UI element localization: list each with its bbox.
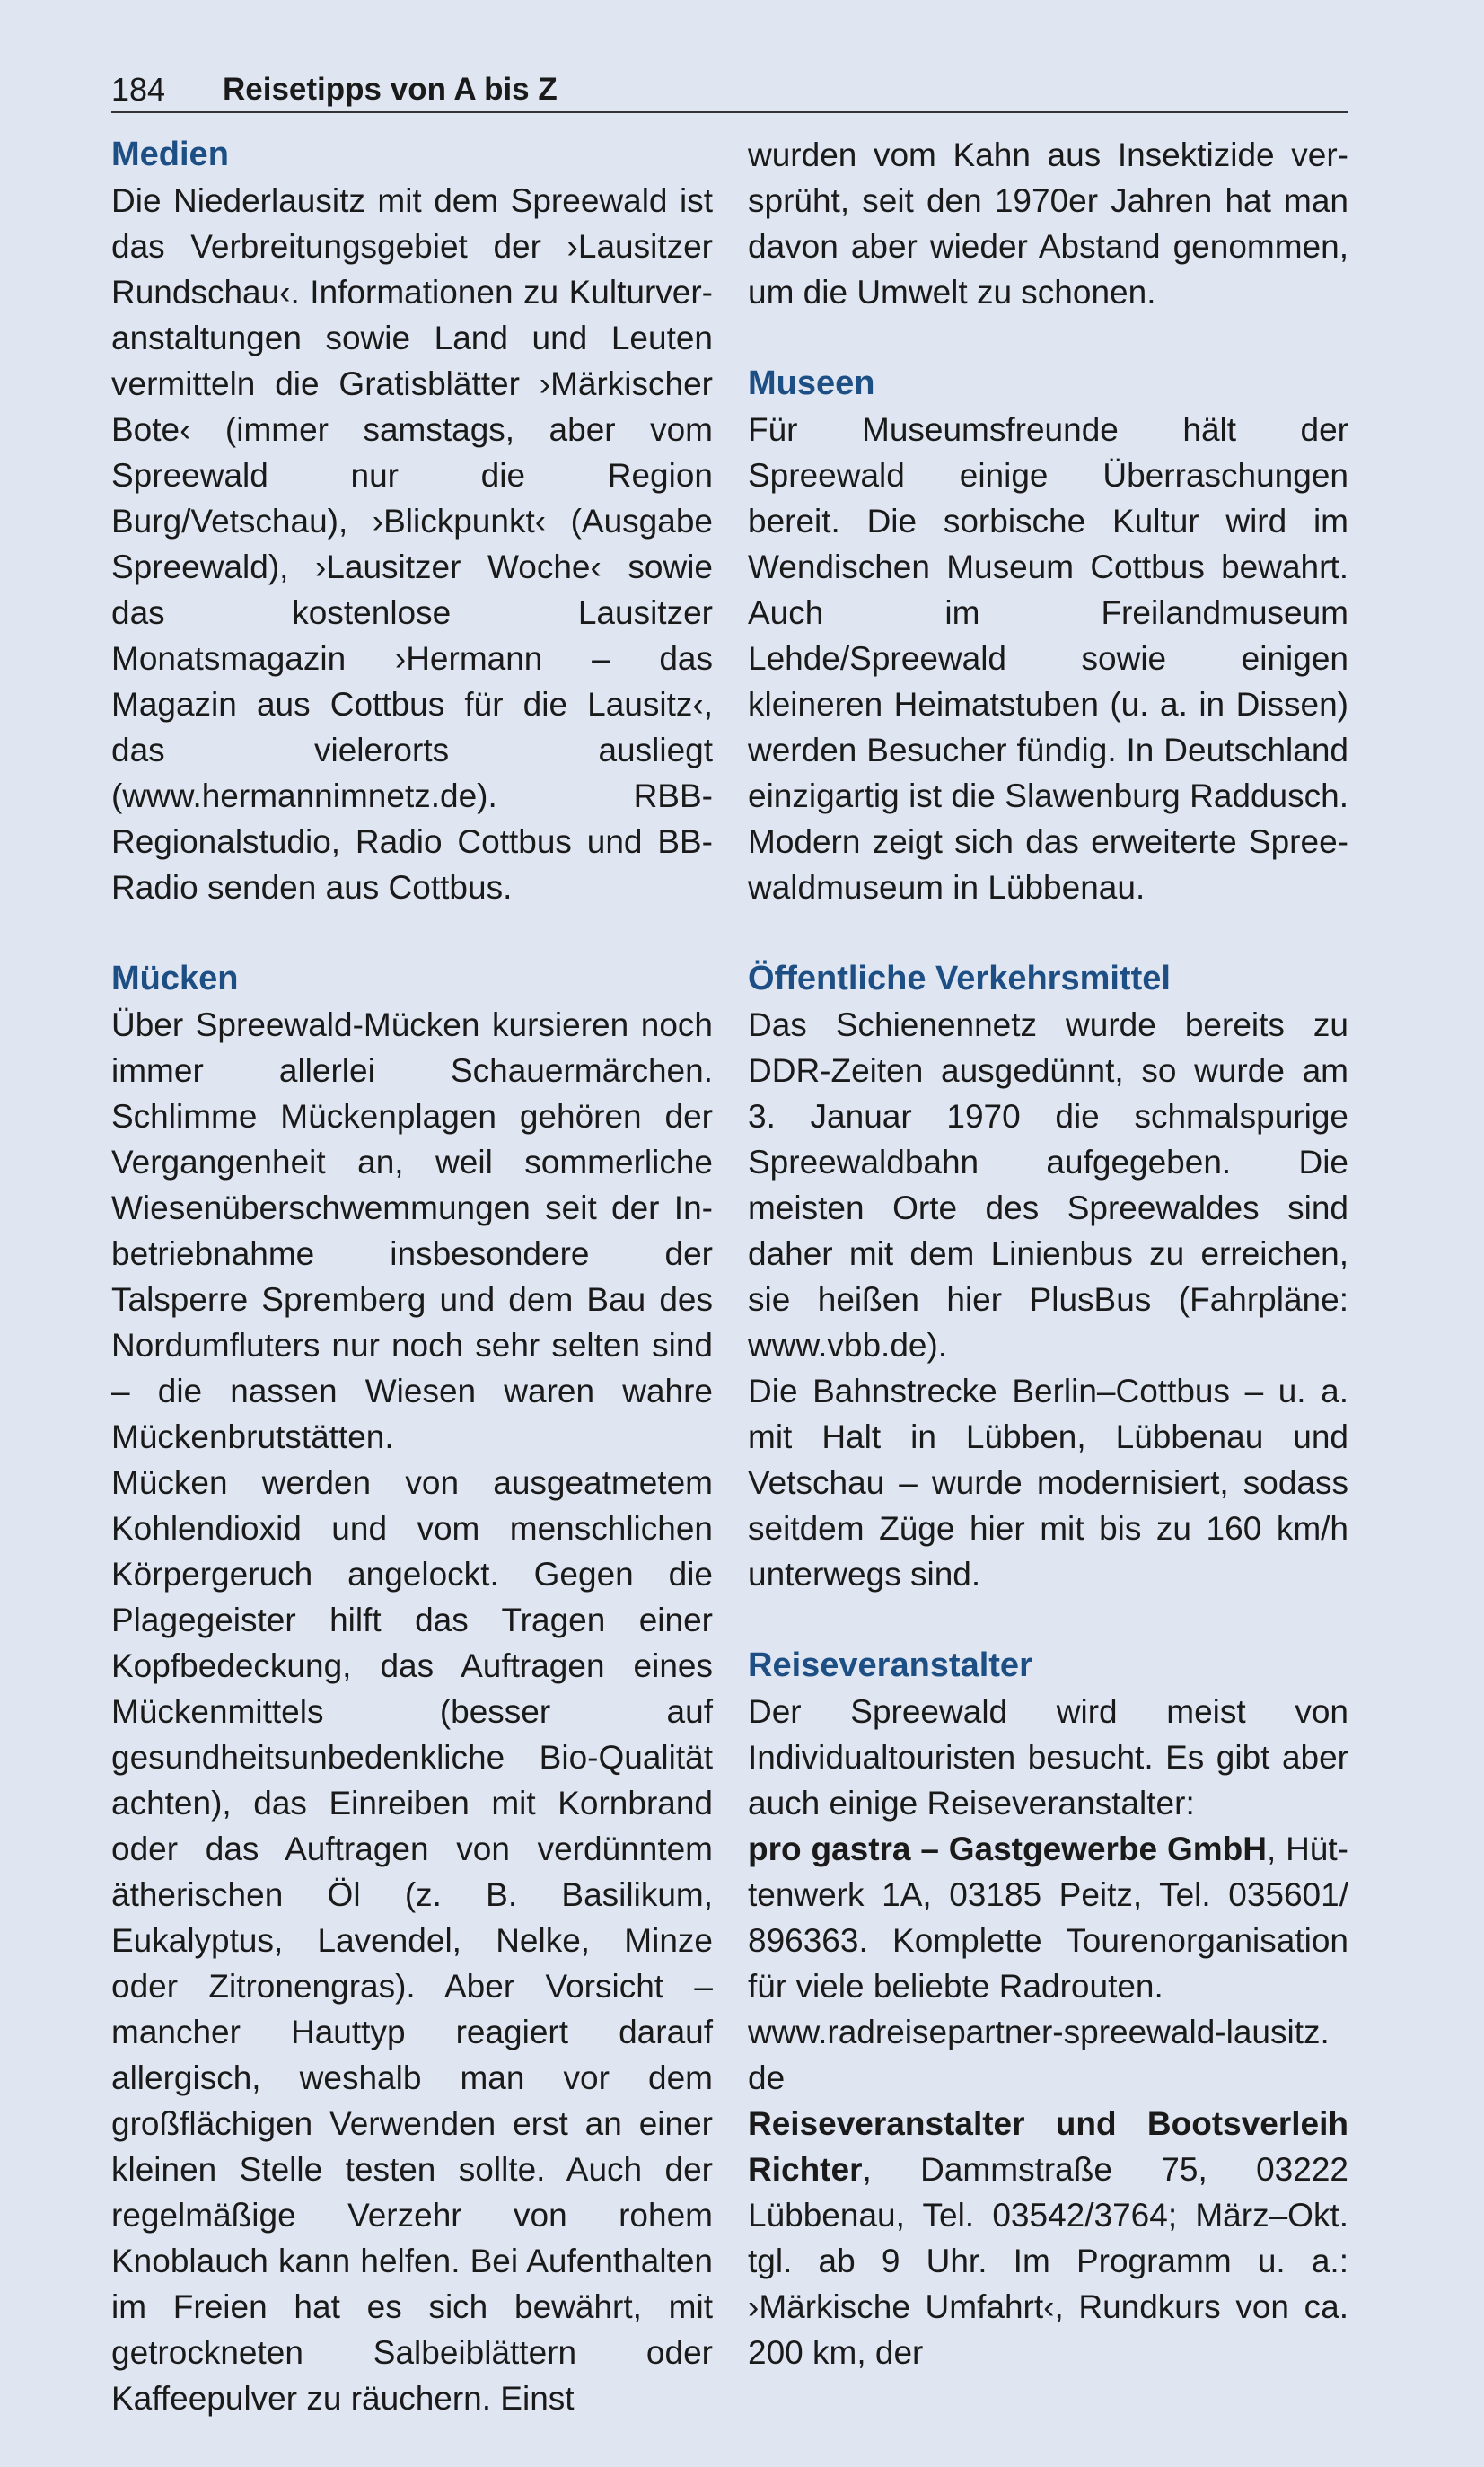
heading-muecken: Mücken <box>111 960 239 997</box>
heading-medien: Medien <box>111 136 229 173</box>
running-title: Reisetipps von A bis Z <box>223 72 558 107</box>
muecken-text-1: Über Spreewald-Mücken kursieren noch immer allerlei Schauermärchen. Schlimme Mückenplagen gehören der Vergangenheit an, weil sommerliche Wiesenüberschwemmungen seit der Inbetriebnahme insbesondere der Talsperre Spremberg und dem Bau des Nordumfluters nur noch sehr selten sind – die nassen Wiesen waren wahre Mückenbrutstätten. <box>111 1006 713 1455</box>
continuation-text: wurden vom Kahn aus Insektizide versprüht, seit den 1970er Jahren hat man davon aber wieder Abstand genommen, um die Umwelt zu schonen. <box>748 136 1348 311</box>
reiseveranstalter-intro: Der Spreewald wird meist von Individualtouristen besucht. Es gibt aber auch einige Reiseveranstalter: <box>748 1693 1348 1822</box>
section-muecken <box>111 956 713 2421</box>
entry-1-name: pro gastra – Gastgewerbe GmbH <box>748 1830 1267 1867</box>
medien-text: Die Niederlausitz mit dem Spreewald ist das Verbreitungsgebiet der ›Lausitzer Rundschau‹. Informationen zu Kulturveranstaltungen sowie Land und Leuten vermitteln die Gratisblätter ›Märkischer Bote‹ (immer samstags, aber vom Spreewald nur die Region Burg/Vetschau), ›Blickpunkt‹ (Ausgabe Spreewald), ›Lausitzer Woche‹ sowie das kostenlose Lausitzer Monatsmagazin ›Hermann – das Magazin aus Cottbus für die Lausitz‹, das vielerorts ausliegt (www.hermannimnetz.​de). RBB-Regionalstudio, Radio Cottbus und BB-Radio senden aus Cottbus. <box>111 182 713 906</box>
section-reiseveranstalter <box>748 1643 1348 2375</box>
left-column <box>111 132 713 2467</box>
museen-text: Für Museumsfreunde hält der Spreewald einige Überraschungen bereit. Die sorbische Kultur wird im Wendischen Museum Cottbus bewahrt. Auch im Freilandmuseum Lehde/Spreewald sowie einigen kleineren Heimatstuben (u. a. in Dissen) werden Besucher fündig. In Deutschland einzigartig ist die Slawenburg Raddusch. Modern zeigt sich das erweiterte Spreewaldmuseum in Lübbenau. <box>748 411 1348 906</box>
heading-museen: Museen <box>748 364 875 402</box>
heading-verkehr: Öffentliche Verkehrsmittel <box>748 960 1171 997</box>
verkehr-text-2: Die Bahnstrecke Berlin–Cottbus – u. a. mit Halt in Lübben, Lübbenau und Vetschau – wurde modernisiert, sodass seitdem Züge hier mit bis zu 160 km/h unterwegs sind. <box>748 1373 1348 1593</box>
right-column <box>748 132 1348 2421</box>
entry-2-name: Reiseveranstalter und Bootsverleih Richter <box>748 2105 1348 2188</box>
heading-reiseveranstalter: Reiseveranstalter <box>748 1646 1032 1684</box>
verkehr-text-1: Das Schienennetz wurde bereits zu DDR-Zeiten ausgedünnt, so wurde am 3. Januar 1970 die schmalspurige Spreewaldbahn aufgegeben. Die meisten Orte des Spreewaldes sind daher mit dem Linienbus zu erreichen, sie heißen hier PlusBus (Fahrpläne: www.vbb.de). <box>748 1006 1348 1364</box>
section-medien <box>111 132 713 910</box>
entry-1-text: , Hüttenwerk 1A, 03185 Peitz, Tel. 035601/​896363. Komplette Tourenorganisation für viele beliebte Radrouten. <box>748 1830 1348 2005</box>
entry-pro-gastra <box>748 1826 1348 2009</box>
section-verkehr <box>748 956 1348 1597</box>
section-continuation <box>748 132 1348 315</box>
entry-1-url: www.radreisepartner-spreewald-lausitz.​de <box>748 2014 1330 2096</box>
entry-2-text: , Dammstraße 75, 03222 Lübbenau, Tel. 03542/3764; März–Okt. tgl. ab 9 Uhr. Im Programm u. a.: ›Märkische Umfahrt‹, Rundkurs von ca. 200 km, der <box>748 2151 1348 2371</box>
page-header <box>111 70 1348 113</box>
muecken-text-2: Mücken werden von ausgeatmetem Kohlendioxid und vom menschlichen Körpergeruch angelockt. Gegen die Plagegeister hilft das Tragen einer Kopfbedeckung, das Auftragen eines Mückenmittels (besser auf gesundheitsunbedenkliche Bio-Qualität achten), das Einreiben mit Kornbrand oder das Auftragen von verdünntem ätherischen Öl (z. B. Basilikum, Eukalyptus, Lavendel, Nelke, Minze oder Zitronengras). Aber Vorsicht – mancher Hauttyp reagiert darauf allergisch, weshalb man vor dem großflächigen Verwenden erst an einer kleinen Stelle testen sollte. Auch der regelmäßige Verzehr von rohem Knoblauch kann helfen. Bei Aufenthalten im Freien hat es sich bewährt, mit getrockneten Salbeiblättern oder Kaffeepulver zu räuchern. Einst <box>111 1464 713 2417</box>
entry-richter <box>748 2101 1348 2375</box>
section-museen <box>748 361 1348 910</box>
page-number: 184 <box>111 71 166 108</box>
